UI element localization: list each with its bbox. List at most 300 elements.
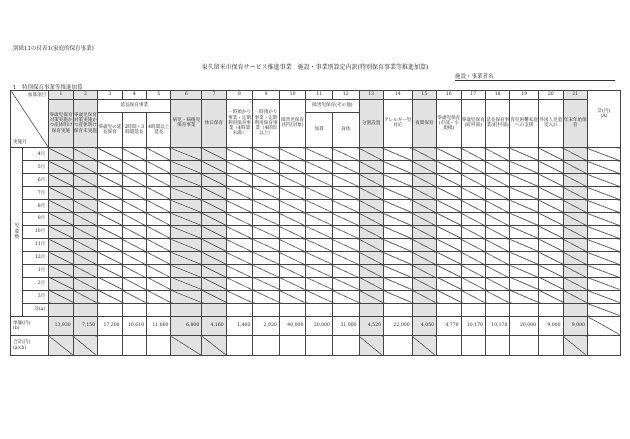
month-cell bbox=[412, 265, 436, 278]
month-cell bbox=[49, 290, 73, 303]
month-cell bbox=[461, 187, 485, 200]
month-cell bbox=[359, 161, 383, 174]
unit-price-cell: 40,000 bbox=[279, 316, 306, 335]
header-disabled-child-other-group: 障害児保育(その他) bbox=[306, 99, 359, 112]
amount-cell bbox=[412, 336, 436, 356]
month-cell bbox=[226, 213, 253, 226]
month-cell bbox=[485, 277, 509, 290]
month-cell bbox=[412, 161, 436, 174]
month-cell bbox=[49, 277, 73, 290]
month-cell bbox=[306, 200, 333, 213]
header-extended-2-3h: 2時間・3時間延長 bbox=[122, 112, 146, 148]
month-cell bbox=[563, 148, 587, 161]
unit-price-cell: 10,170 bbox=[461, 316, 485, 335]
month-cell bbox=[253, 277, 280, 290]
month-cell bbox=[437, 277, 461, 290]
month-cell bbox=[437, 213, 461, 226]
document-title: 東久留米市保育サービス推進事業 施設・事業別算定内訳(特別保育事業等推進加算) bbox=[201, 64, 429, 71]
month-cell bbox=[437, 200, 461, 213]
month-cell bbox=[359, 252, 383, 265]
month-cell bbox=[73, 213, 97, 226]
amount-cell bbox=[147, 336, 171, 356]
month-cell bbox=[437, 290, 461, 303]
month-cell bbox=[412, 187, 436, 200]
month-cell bbox=[171, 213, 202, 226]
month-cell bbox=[485, 265, 509, 278]
month-cell bbox=[437, 187, 461, 200]
unit-price-cell: 7,150 bbox=[73, 316, 97, 335]
col-number: 15 bbox=[412, 91, 436, 100]
header-branch-facility: 分園設置 bbox=[359, 99, 383, 148]
unit-price-cell: 4,770 bbox=[437, 316, 461, 335]
month-cell bbox=[510, 174, 539, 187]
month-cell bbox=[171, 148, 202, 161]
col-number: 14 bbox=[383, 91, 412, 100]
month-cell bbox=[306, 252, 333, 265]
month-cell bbox=[510, 265, 539, 278]
unit-price-cell: 9,000 bbox=[563, 316, 587, 335]
month-cell bbox=[461, 252, 485, 265]
month-cell bbox=[98, 213, 122, 226]
month-cell bbox=[461, 265, 485, 278]
month-cell bbox=[122, 265, 146, 278]
col-number: 19 bbox=[510, 91, 539, 100]
sum-cell bbox=[73, 303, 97, 316]
month-cell bbox=[253, 290, 280, 303]
month-cell bbox=[226, 148, 253, 161]
month-cell bbox=[279, 252, 306, 265]
month-cell bbox=[147, 161, 171, 174]
unit-price-cell: 1,460 bbox=[226, 316, 253, 335]
month-cell bbox=[279, 265, 306, 278]
month-cell bbox=[202, 187, 226, 200]
month-cell bbox=[202, 226, 226, 239]
month-cell bbox=[49, 213, 73, 226]
col-number: 8 bbox=[226, 91, 253, 100]
month-cell bbox=[437, 239, 461, 252]
unit-price-cell: 2,920 bbox=[253, 316, 280, 335]
month-cell bbox=[539, 252, 563, 265]
month-cell bbox=[510, 290, 539, 303]
month-cell bbox=[171, 277, 202, 290]
month-cell bbox=[437, 265, 461, 278]
month-cell bbox=[539, 277, 563, 290]
month-cell bbox=[563, 174, 587, 187]
header-family-support: 育児困難家庭への支援 bbox=[510, 99, 539, 148]
month-cell bbox=[98, 277, 122, 290]
month-cell bbox=[359, 148, 383, 161]
month-cell bbox=[226, 174, 253, 187]
month-cell bbox=[306, 187, 333, 200]
month-cell bbox=[412, 200, 436, 213]
month-cell bbox=[279, 290, 306, 303]
month-cell bbox=[226, 252, 253, 265]
month-cell bbox=[202, 252, 226, 265]
unit-price-cell: 4,160 bbox=[202, 316, 226, 335]
month-cell bbox=[539, 290, 563, 303]
month-cell bbox=[383, 265, 412, 278]
header-infant-care-town: 零歳児保育(町村部) bbox=[461, 99, 485, 148]
month-cell bbox=[563, 252, 587, 265]
month-cell bbox=[202, 200, 226, 213]
month-total-cell bbox=[587, 226, 620, 239]
sum-cell bbox=[437, 303, 461, 316]
month-cell bbox=[539, 174, 563, 187]
month-cell bbox=[73, 174, 97, 187]
month-cell bbox=[226, 200, 253, 213]
header-sick-child-care: 病児・病後児保育事業 bbox=[171, 99, 202, 148]
month-cell bbox=[485, 187, 509, 200]
month-cell bbox=[332, 277, 359, 290]
amount-cell bbox=[306, 336, 333, 356]
month-cell bbox=[306, 161, 333, 174]
col-number: 10 bbox=[279, 91, 306, 100]
month-cell bbox=[332, 187, 359, 200]
month-cell bbox=[412, 290, 436, 303]
month-cell bbox=[563, 161, 587, 174]
corner-item-label: 加算項目 bbox=[27, 93, 47, 98]
month-cell bbox=[49, 200, 73, 213]
month-cell bbox=[563, 277, 587, 290]
amount-label: 合計(円) (a×b) bbox=[11, 336, 49, 356]
month-cell bbox=[510, 252, 539, 265]
month-cell bbox=[202, 174, 226, 187]
month-cell bbox=[171, 265, 202, 278]
month-cell bbox=[279, 200, 306, 213]
month-cell bbox=[563, 200, 587, 213]
month-cell bbox=[461, 148, 485, 161]
col-number: 13 bbox=[359, 91, 383, 100]
month-cell bbox=[49, 265, 73, 278]
month-cell bbox=[359, 277, 383, 290]
header-holiday-care: 休日保育 bbox=[202, 99, 226, 148]
unit-price-cell: 20,000 bbox=[510, 316, 539, 335]
month-cell bbox=[510, 277, 539, 290]
amount-cell bbox=[226, 336, 253, 356]
month-cell bbox=[49, 187, 73, 200]
month-cell bbox=[510, 148, 539, 161]
month-cell bbox=[122, 187, 146, 200]
sum-total-cell bbox=[587, 303, 620, 316]
amount-cell bbox=[253, 336, 280, 356]
month-cell bbox=[306, 226, 333, 239]
month-cell bbox=[461, 161, 485, 174]
header-temporary-care-long: 一時預かり事業・定期利用保育事業（4時間以上） bbox=[253, 99, 280, 148]
month-cell bbox=[332, 174, 359, 187]
month-cell bbox=[98, 265, 122, 278]
month-cell bbox=[122, 290, 146, 303]
month-cell bbox=[383, 161, 412, 174]
month-cell bbox=[510, 187, 539, 200]
month-cell bbox=[253, 213, 280, 226]
amount-total-cell bbox=[587, 336, 620, 356]
col-number: 5 bbox=[147, 91, 171, 100]
month-cell bbox=[226, 265, 253, 278]
month-cell bbox=[539, 265, 563, 278]
month-cell bbox=[98, 148, 122, 161]
month-cell bbox=[49, 174, 73, 187]
sum-cell bbox=[461, 303, 485, 316]
month-cell bbox=[437, 148, 461, 161]
header-extended-4h: 4時間以上延長 bbox=[147, 112, 171, 148]
amount-cell bbox=[539, 336, 563, 356]
header-night-care: 夜間保育 bbox=[412, 99, 436, 148]
sum-cell bbox=[359, 303, 383, 316]
month-cell bbox=[98, 161, 122, 174]
month-cell bbox=[461, 213, 485, 226]
month-cell bbox=[122, 277, 146, 290]
month-label: 1月 bbox=[22, 265, 49, 278]
month-cell bbox=[226, 187, 253, 200]
month-cell bbox=[383, 277, 412, 290]
sum-cell bbox=[563, 303, 587, 316]
month-cell bbox=[253, 148, 280, 161]
col-number: 17 bbox=[461, 91, 485, 100]
month-cell bbox=[461, 290, 485, 303]
amount-cell bbox=[202, 336, 226, 356]
month-cell bbox=[332, 290, 359, 303]
month-cell bbox=[359, 187, 383, 200]
month-label: 5月 bbox=[22, 161, 49, 174]
month-cell bbox=[73, 226, 97, 239]
sum-cell bbox=[485, 303, 509, 316]
month-cell bbox=[412, 277, 436, 290]
month-cell bbox=[412, 226, 436, 239]
col-number: 9 bbox=[253, 91, 280, 100]
col-number: 16 bbox=[437, 91, 461, 100]
month-cell bbox=[202, 277, 226, 290]
unit-price-cell: 17,200 bbox=[98, 316, 122, 335]
month-label: 10月 bbox=[22, 226, 49, 239]
month-cell bbox=[279, 174, 306, 187]
month-cell bbox=[510, 200, 539, 213]
month-cell bbox=[306, 213, 333, 226]
month-cell bbox=[147, 277, 171, 290]
amount-cell bbox=[485, 336, 509, 356]
month-cell bbox=[253, 187, 280, 200]
month-cell bbox=[485, 290, 509, 303]
unit-price-cell: 22,000 bbox=[383, 316, 412, 335]
month-cell bbox=[122, 148, 146, 161]
month-cell bbox=[461, 239, 485, 252]
month-cell bbox=[147, 226, 171, 239]
month-cell bbox=[461, 174, 485, 187]
amount-cell bbox=[73, 336, 97, 356]
month-cell bbox=[539, 213, 563, 226]
sum-cell bbox=[202, 303, 226, 316]
month-cell bbox=[359, 239, 383, 252]
document-label: 別紙11の付表1(家庭的保育事業) bbox=[13, 46, 94, 52]
month-cell bbox=[226, 161, 253, 174]
month-label: 6月 bbox=[22, 174, 49, 187]
month-cell bbox=[253, 174, 280, 187]
month-cell bbox=[122, 239, 146, 252]
header-infant-care-city: 零歳児保育(市部・小規模) bbox=[437, 99, 461, 148]
unit-price-cell: 6,800 bbox=[171, 316, 202, 335]
month-cell bbox=[359, 213, 383, 226]
header-disabled-physical: 身体 bbox=[332, 112, 359, 148]
month-total-cell bbox=[587, 265, 620, 278]
month-cell bbox=[332, 161, 359, 174]
month-cell bbox=[202, 290, 226, 303]
month-cell bbox=[49, 161, 73, 174]
month-label: 2月 bbox=[22, 277, 49, 290]
month-cell bbox=[171, 226, 202, 239]
month-cell bbox=[147, 213, 171, 226]
month-cell bbox=[49, 252, 73, 265]
month-cell bbox=[171, 161, 202, 174]
month-cell bbox=[98, 174, 122, 187]
month-cell bbox=[437, 252, 461, 265]
month-cell bbox=[539, 161, 563, 174]
month-cell bbox=[412, 213, 436, 226]
month-cell bbox=[412, 148, 436, 161]
month-cell bbox=[383, 226, 412, 239]
sum-cell bbox=[539, 303, 563, 316]
month-cell bbox=[332, 226, 359, 239]
month-cell bbox=[563, 265, 587, 278]
month-cell bbox=[202, 239, 226, 252]
month-cell bbox=[98, 252, 122, 265]
sum-cell bbox=[98, 303, 122, 316]
month-total-cell bbox=[587, 213, 620, 226]
month-cell bbox=[279, 239, 306, 252]
unit-price-total-cell bbox=[587, 316, 620, 335]
month-cell bbox=[332, 239, 359, 252]
col-number: 3 bbox=[98, 91, 122, 100]
month-cell bbox=[253, 161, 280, 174]
total-header: 計(円) (A) bbox=[587, 91, 620, 148]
month-cell bbox=[539, 239, 563, 252]
col-number: 18 bbox=[485, 91, 509, 100]
header-allergy-support: アレルギー児対応 bbox=[383, 99, 412, 148]
month-cell bbox=[437, 161, 461, 174]
month-cell bbox=[383, 213, 412, 226]
month-label: 8月 bbox=[22, 200, 49, 213]
month-cell bbox=[253, 200, 280, 213]
month-total-cell bbox=[587, 174, 620, 187]
month-total-cell bbox=[587, 161, 620, 174]
month-cell bbox=[171, 187, 202, 200]
amount-cell bbox=[437, 336, 461, 356]
corner-month-label: 実施月 bbox=[13, 140, 27, 146]
month-total-cell bbox=[587, 239, 620, 252]
month-cell bbox=[98, 239, 122, 252]
unit-price-cell: 11,060 bbox=[147, 316, 171, 335]
unit-price-cell: 4,520 bbox=[359, 316, 383, 335]
header-corner bbox=[11, 91, 49, 148]
calculation-table bbox=[10, 90, 621, 356]
month-cell bbox=[122, 161, 146, 174]
month-cell bbox=[485, 148, 509, 161]
header-infant-care-with-postpartum: 零歳児保育対策実施かつ産休明け保育実施 bbox=[49, 99, 73, 148]
col-number: 11 bbox=[306, 91, 333, 100]
month-cell bbox=[306, 290, 333, 303]
sum-cell bbox=[279, 303, 306, 316]
month-cell bbox=[461, 277, 485, 290]
month-cell bbox=[485, 174, 509, 187]
amount-cell bbox=[510, 336, 539, 356]
month-cell bbox=[122, 213, 146, 226]
month-cell bbox=[226, 277, 253, 290]
month-cell bbox=[332, 213, 359, 226]
month-cell bbox=[226, 226, 253, 239]
month-label: 3月 bbox=[22, 290, 49, 303]
col-number: 20 bbox=[539, 91, 563, 100]
month-cell bbox=[510, 161, 539, 174]
col-number: 2 bbox=[73, 91, 97, 100]
month-total-cell bbox=[587, 252, 620, 265]
month-cell bbox=[147, 239, 171, 252]
month-cell bbox=[563, 226, 587, 239]
header-extended-care-group: 延長保育事業 bbox=[98, 99, 171, 112]
month-total-cell bbox=[587, 277, 620, 290]
section-title: 1 特別保育事業等推進加算 bbox=[13, 85, 83, 91]
col-number: 12 bbox=[332, 91, 359, 100]
month-cell bbox=[253, 265, 280, 278]
month-total-cell bbox=[587, 148, 620, 161]
month-cell bbox=[49, 148, 73, 161]
month-cell bbox=[306, 174, 333, 187]
header-infant-extended: 零歳児の延長保育 bbox=[98, 112, 122, 148]
month-cell bbox=[147, 148, 171, 161]
header-new-year-care: 年末年始保育 bbox=[563, 99, 587, 148]
month-cell bbox=[563, 290, 587, 303]
col-number: 6 bbox=[171, 91, 202, 100]
month-cell bbox=[73, 161, 97, 174]
month-cell bbox=[122, 226, 146, 239]
month-cell bbox=[563, 239, 587, 252]
header-foreign-children: 外国人児童受入れ bbox=[539, 99, 563, 148]
month-cell bbox=[563, 187, 587, 200]
month-cell bbox=[202, 161, 226, 174]
sum-cell bbox=[226, 303, 253, 316]
unit-price-cell: 4,050 bbox=[412, 316, 436, 335]
month-cell bbox=[253, 239, 280, 252]
month-cell bbox=[539, 226, 563, 239]
month-cell bbox=[359, 200, 383, 213]
amount-cell bbox=[122, 336, 146, 356]
month-label: 11月 bbox=[22, 239, 49, 252]
month-cell bbox=[147, 290, 171, 303]
col-number: 21 bbox=[563, 91, 587, 100]
month-cell bbox=[332, 148, 359, 161]
facility-name-label: 施設・事業者名 bbox=[455, 74, 494, 80]
month-cell bbox=[306, 148, 333, 161]
month-cell bbox=[171, 239, 202, 252]
month-cell bbox=[279, 148, 306, 161]
sum-cell bbox=[412, 303, 436, 316]
month-cell bbox=[147, 200, 171, 213]
amount-cell bbox=[98, 336, 122, 356]
month-cell bbox=[563, 213, 587, 226]
month-cell bbox=[332, 200, 359, 213]
month-cell bbox=[412, 174, 436, 187]
month-cell bbox=[253, 252, 280, 265]
month-label: 12月 bbox=[22, 252, 49, 265]
sum-cell bbox=[383, 303, 412, 316]
amount-cell bbox=[49, 336, 73, 356]
month-cell bbox=[122, 200, 146, 213]
month-cell bbox=[461, 226, 485, 239]
month-total-cell bbox=[587, 290, 620, 303]
month-cell bbox=[73, 239, 97, 252]
month-cell bbox=[332, 265, 359, 278]
month-cell bbox=[412, 239, 436, 252]
month-cell bbox=[147, 265, 171, 278]
unit-price-cell: 20,000 bbox=[306, 316, 333, 335]
month-cell bbox=[279, 161, 306, 174]
